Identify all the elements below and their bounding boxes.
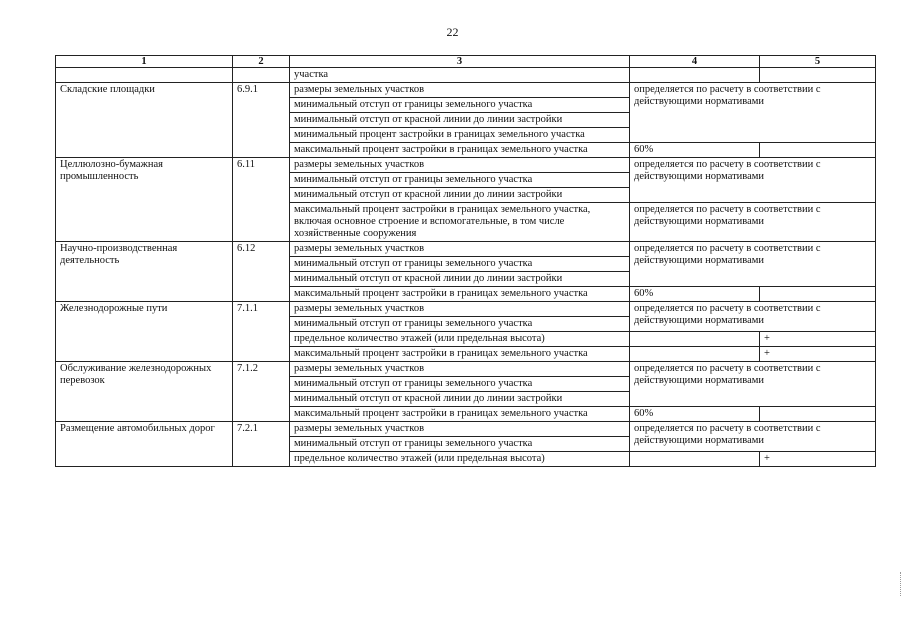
empty-cell — [56, 68, 233, 83]
value-cell: определяется по расчету в соответствии с действующими нормативами — [630, 242, 876, 287]
use-code: 7.1.2 — [233, 362, 290, 422]
empty-cell — [760, 287, 876, 302]
use-name: Размещение автомобильных дорог — [56, 422, 233, 467]
header-cell-5: 5 — [760, 56, 876, 68]
param: минимальный отступ от красной линии до линии застройки — [290, 188, 630, 203]
param: размеры земельных участков — [290, 302, 630, 317]
value-cell: 60% — [630, 407, 760, 422]
param: максимальный процент застройки в границах земельного участка — [290, 287, 630, 302]
use-name: Научно-производственная деятельность — [56, 242, 233, 302]
param: минимальный отступ от границы земельного участка — [290, 173, 630, 188]
param: предельное количество этажей (или предельная высота) — [290, 452, 630, 467]
use-code: 6.9.1 — [233, 83, 290, 158]
plus-mark: + — [760, 452, 876, 467]
empty-cell — [630, 347, 760, 362]
table-row — [56, 242, 876, 257]
use-name: Целлюлозно-бумажная промышленность — [56, 158, 233, 242]
value-cell: определяется по расчету в соответствии с действующими нормативами — [630, 362, 876, 407]
param: предельное количество этажей (или предельная высота) — [290, 332, 630, 347]
value-cell: определяется по расчету в соответствии с действующими нормативами — [630, 83, 876, 143]
param: минимальный отступ от границы земельного участка — [290, 437, 630, 452]
empty-cell — [630, 332, 760, 347]
table-row — [56, 83, 876, 98]
table-row — [56, 158, 876, 173]
value-cell: 60% — [630, 143, 760, 158]
param: размеры земельных участков — [290, 422, 630, 437]
value-cell: определяется по расчету в соответствии с действующими нормативами — [630, 302, 876, 332]
value-cell: 60% — [630, 287, 760, 302]
use-code: 7.2.1 — [233, 422, 290, 467]
value-cell: определяется по расчету в соответствии с действующими нормативами — [630, 158, 876, 203]
param: минимальный отступ от границы земельного участка — [290, 257, 630, 272]
header-cell-3: 3 — [290, 56, 630, 68]
use-name: Складские площадки — [56, 83, 233, 158]
param: минимальный процент застройки в границах земельного участка — [290, 128, 630, 143]
param: размеры земельных участков — [290, 242, 630, 257]
table-row — [56, 302, 876, 317]
header-cell-1: 1 — [56, 56, 233, 68]
param: минимальный отступ от границы земельного участка — [290, 377, 630, 392]
empty-cell — [630, 68, 760, 83]
header-cell-2: 2 — [233, 56, 290, 68]
carry-over-text: участка — [290, 68, 630, 83]
param: максимальный процент застройки в границах земельного участка — [290, 347, 630, 362]
header-row — [56, 56, 876, 68]
param: максимальный процент застройки в границах земельного участка, включая основное строение и вспомогательные, в том числе хозяйственные сооружения — [290, 203, 630, 242]
use-code: 7.1.1 — [233, 302, 290, 362]
empty-cell — [630, 452, 760, 467]
param: размеры земельных участков — [290, 362, 630, 377]
param: максимальный процент застройки в границах земельного участка — [290, 407, 630, 422]
param: минимальный отступ от границы земельного участка — [290, 317, 630, 332]
param: размеры земельных участков — [290, 83, 630, 98]
use-name: Железнодорожные пути — [56, 302, 233, 362]
param: минимальный отступ от красной линии до линии застройки — [290, 392, 630, 407]
plus-mark: + — [760, 332, 876, 347]
empty-cell — [760, 68, 876, 83]
use-code: 6.12 — [233, 242, 290, 302]
regulations-table — [55, 55, 876, 467]
use-code: 6.11 — [233, 158, 290, 242]
empty-cell — [760, 143, 876, 158]
header-cell-4: 4 — [630, 56, 760, 68]
param: минимальный отступ от границы земельного участка — [290, 98, 630, 113]
param: размеры земельных участков — [290, 158, 630, 173]
param: минимальный отступ от красной линии до линии застройки — [290, 113, 630, 128]
empty-cell — [760, 407, 876, 422]
scan-edge-mark — [900, 572, 903, 596]
use-name: Обслуживание железнодорожных перевозок — [56, 362, 233, 422]
value-cell: определяется по расчету в соответствии с действующими нормативами — [630, 422, 876, 452]
param: максимальный процент застройки в границах земельного участка — [290, 143, 630, 158]
table-row — [56, 68, 876, 83]
param: минимальный отступ от красной линии до линии застройки — [290, 272, 630, 287]
table-row — [56, 362, 876, 377]
plus-mark: + — [760, 347, 876, 362]
empty-cell — [233, 68, 290, 83]
value-cell: определяется по расчету в соответствии с действующими нормативами — [630, 203, 876, 242]
page-number: 22 — [446, 25, 459, 39]
table-row — [56, 422, 876, 437]
